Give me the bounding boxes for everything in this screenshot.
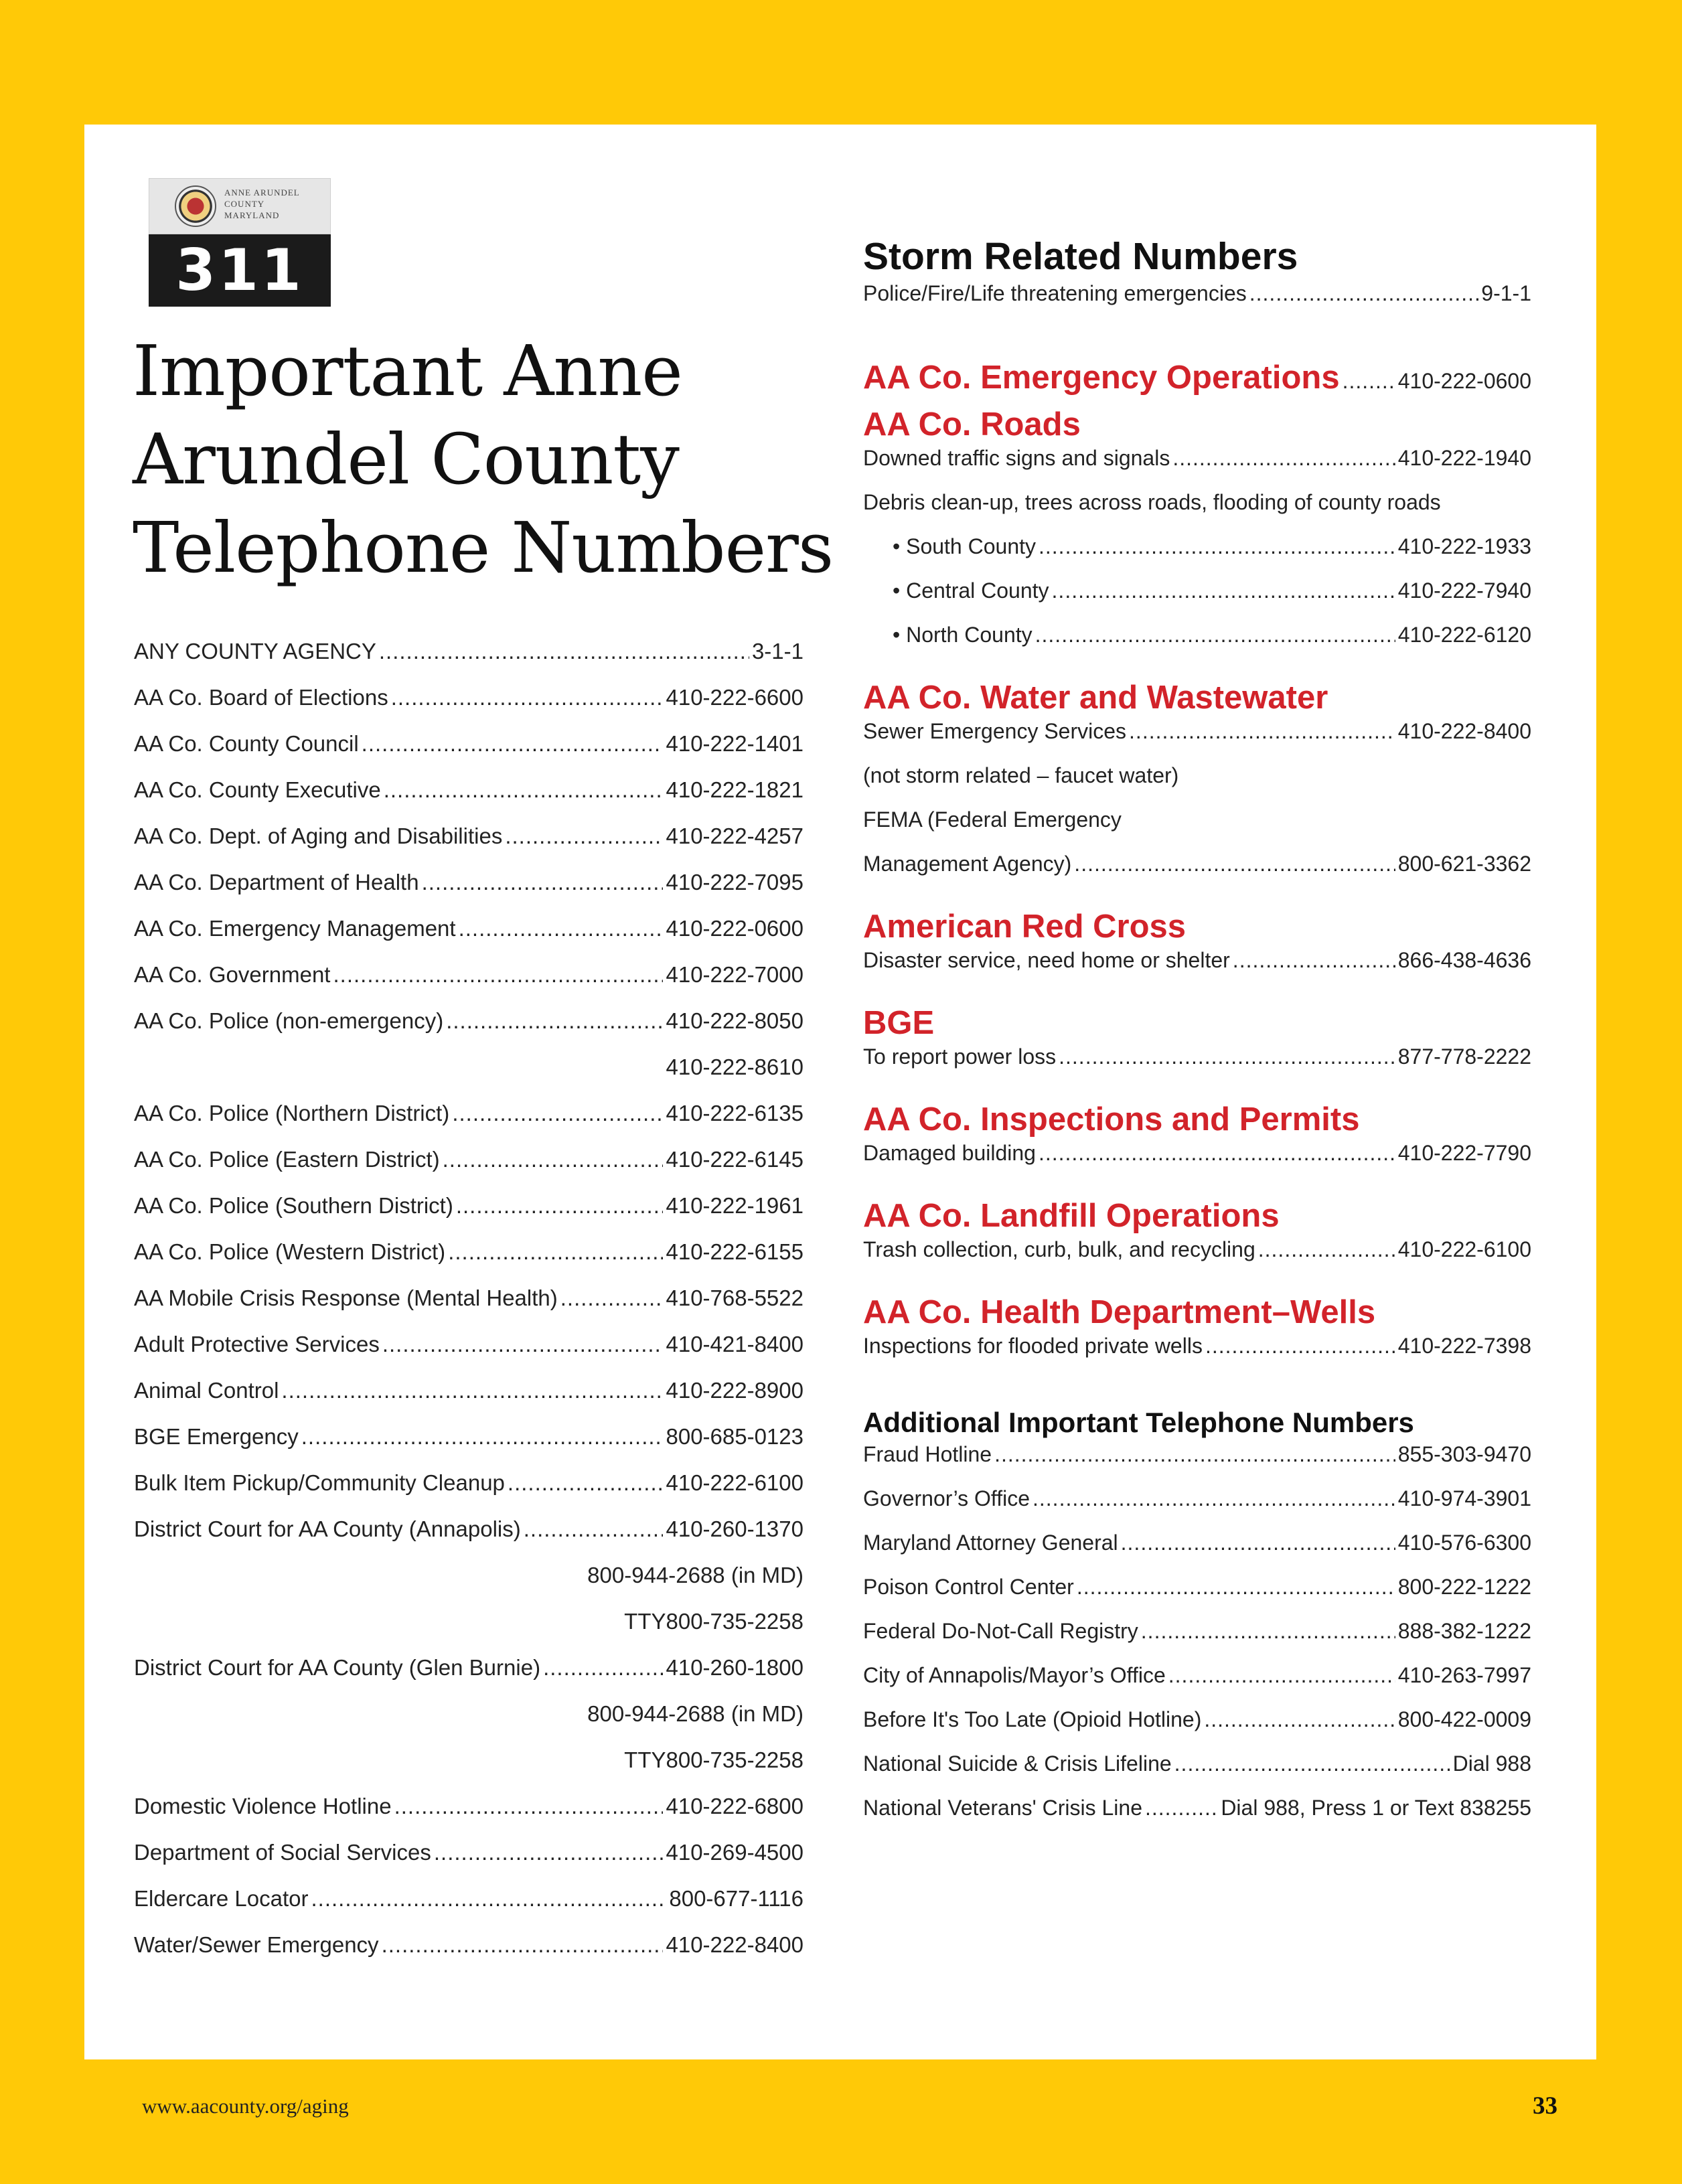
footer-url[interactable]: www.aacounty.org/aging bbox=[142, 2094, 349, 2118]
logo-header bbox=[149, 178, 331, 234]
item-label: Eldercare Locator bbox=[134, 1886, 309, 1911]
item-label: AA Co. Police (Western District) bbox=[134, 1239, 446, 1264]
phone-number[interactable]: 800-422-0009 bbox=[1397, 1707, 1531, 1731]
phone-number[interactable]: TTY800-735-2258 bbox=[624, 1609, 804, 1634]
leader-dots bbox=[443, 1147, 664, 1172]
leader-dots bbox=[456, 1193, 664, 1219]
leader-dots bbox=[543, 1655, 663, 1681]
item-label: Police/Fire/Life threatening emergencies bbox=[863, 281, 1247, 305]
leader-dots bbox=[1233, 948, 1395, 973]
item-label: AA Co. Police (non-emergency) bbox=[134, 1008, 444, 1033]
phone-number[interactable]: 410-222-7790 bbox=[1397, 1141, 1531, 1165]
leader-dots bbox=[1035, 623, 1395, 647]
additional-numbers-list bbox=[863, 1442, 1531, 1840]
list-item bbox=[134, 916, 804, 962]
list-item bbox=[134, 1424, 804, 1470]
list-item bbox=[134, 1055, 804, 1101]
leader-dots bbox=[362, 731, 664, 757]
item-label: Federal Do-Not-Call Registry bbox=[863, 1619, 1138, 1643]
fema-text bbox=[863, 807, 1531, 852]
list-item bbox=[863, 1575, 1531, 1619]
phone-number[interactable]: 410-576-6300 bbox=[1397, 1531, 1531, 1555]
item-label: AA Co. Government bbox=[134, 962, 331, 987]
phone-number[interactable]: 410-222-6135 bbox=[666, 1101, 804, 1125]
list-item bbox=[134, 731, 804, 777]
item-label: Debris clean-up, trees across roads, flooding of county roads bbox=[863, 490, 1441, 514]
list-item bbox=[863, 534, 1531, 578]
leader-dots bbox=[1141, 1619, 1395, 1644]
note-text bbox=[863, 763, 1531, 807]
phone-number[interactable]: 410-222-6800 bbox=[666, 1794, 804, 1818]
list-item bbox=[863, 281, 1531, 325]
leader-dots bbox=[382, 1932, 664, 1958]
section-heading: AA Co. Emergency Operations bbox=[863, 360, 1340, 396]
item-label: Domestic Violence Hotline bbox=[134, 1794, 392, 1818]
item-label: AA Co. Board of Elections bbox=[134, 685, 388, 710]
item-label: Department of Social Services bbox=[134, 1840, 431, 1865]
item-label: AA Co. Police (Northern District) bbox=[134, 1101, 450, 1125]
list-item bbox=[134, 1563, 804, 1609]
list-item bbox=[863, 1619, 1531, 1663]
page-number: 33 bbox=[1533, 2092, 1557, 2120]
list-item bbox=[134, 1794, 804, 1840]
phone-number[interactable]: 410-768-5522 bbox=[666, 1285, 804, 1310]
additional-heading: Additional Important Telephone Numbers bbox=[863, 1407, 1414, 1438]
item-label: BGE Emergency bbox=[134, 1424, 299, 1449]
phone-number[interactable]: 410-222-8400 bbox=[666, 1932, 804, 1957]
list-item bbox=[134, 1840, 804, 1886]
leader-dots bbox=[448, 1239, 663, 1265]
phone-number[interactable]: 410-260-1800 bbox=[666, 1655, 804, 1680]
phone-number[interactable]: 410-222-0600 bbox=[1397, 369, 1531, 393]
leader-dots bbox=[1052, 578, 1395, 603]
leader-dots bbox=[1039, 534, 1395, 559]
phone-number[interactable]: 410-222-1401 bbox=[666, 731, 804, 756]
list-item bbox=[863, 623, 1531, 667]
item-label: Downed traffic signs and signals bbox=[863, 446, 1170, 470]
list-item bbox=[134, 1332, 804, 1378]
phone-number[interactable]: 410-222-6100 bbox=[1397, 1237, 1531, 1261]
list-item bbox=[134, 1701, 804, 1747]
phone-number[interactable]: 410-222-7940 bbox=[1397, 578, 1531, 603]
leader-dots bbox=[1145, 1796, 1218, 1820]
leader-dots bbox=[1121, 1531, 1395, 1555]
list-item bbox=[134, 1378, 804, 1424]
item-label: AA Mobile Crisis Response (Mental Health) bbox=[134, 1285, 558, 1310]
phone-number[interactable]: 410-974-3901 bbox=[1397, 1486, 1531, 1510]
phone-number[interactable]: 800-685-0123 bbox=[666, 1424, 804, 1449]
item-label: Water/Sewer Emergency bbox=[134, 1932, 379, 1957]
leader-dots bbox=[994, 1442, 1395, 1467]
list-item bbox=[863, 1141, 1531, 1185]
item-label: ANY COUNTY AGENCY bbox=[134, 639, 376, 664]
item-label: Management Agency) bbox=[863, 852, 1072, 876]
item-label: Inspections for flooded private wells bbox=[863, 1334, 1203, 1358]
logo-text-line: MARYLAND bbox=[224, 210, 280, 220]
emergency-operations-row bbox=[863, 359, 1531, 403]
county-numbers-list bbox=[134, 639, 804, 1978]
list-item bbox=[134, 639, 804, 685]
list-item bbox=[863, 1237, 1531, 1281]
item-label: District Court for AA County (Glen Burnie) bbox=[134, 1655, 541, 1680]
item-label: National Veterans' Crisis Line bbox=[863, 1796, 1142, 1820]
phone-number[interactable]: TTY800-735-2258 bbox=[624, 1747, 804, 1772]
leader-dots bbox=[1077, 1575, 1395, 1600]
list-item bbox=[134, 1147, 804, 1193]
inspections-heading: AA Co. Inspections and Permits bbox=[863, 1101, 1360, 1138]
list-item bbox=[863, 1044, 1531, 1089]
item-label: Fraud Hotline bbox=[863, 1442, 992, 1466]
logo-311: 311 bbox=[149, 234, 331, 307]
phone-number[interactable]: 410-222-6155 bbox=[666, 1239, 804, 1264]
phone-number[interactable]: 9-1-1 bbox=[1481, 281, 1531, 305]
leader-dots bbox=[524, 1516, 664, 1542]
phone-number[interactable]: 410-222-6145 bbox=[666, 1147, 804, 1172]
item-label: District Court for AA County (Annapolis) bbox=[134, 1516, 521, 1541]
item-label: • North County bbox=[893, 623, 1033, 647]
item-label: Adult Protective Services bbox=[134, 1332, 380, 1356]
leader-dots bbox=[311, 1886, 666, 1912]
phone-number[interactable]: 410-222-7095 bbox=[666, 870, 804, 894]
item-label: (not storm related – faucet water) bbox=[863, 763, 1179, 787]
list-item bbox=[134, 685, 804, 731]
leader-dots bbox=[301, 1424, 664, 1450]
phone-number[interactable]: 877-778-2222 bbox=[1397, 1044, 1531, 1069]
leader-dots bbox=[1205, 1334, 1395, 1358]
wells-heading: AA Co. Health Department–Wells bbox=[863, 1294, 1376, 1330]
phone-number[interactable]: 800-621-3362 bbox=[1397, 852, 1531, 876]
item-label: Maryland Attorney General bbox=[863, 1531, 1118, 1555]
list-item bbox=[134, 1193, 804, 1239]
phone-number[interactable]: 800-944-2688 (in MD) bbox=[587, 1563, 804, 1587]
list-item bbox=[134, 1932, 804, 1978]
list-item bbox=[863, 1796, 1531, 1840]
item-label: FEMA (Federal Emergency bbox=[863, 807, 1122, 832]
leader-dots bbox=[1033, 1486, 1395, 1511]
item-label: AA Co. County Council bbox=[134, 731, 359, 756]
right-column bbox=[863, 232, 1531, 1840]
leader-dots bbox=[1249, 281, 1479, 306]
item-label: Damaged building bbox=[863, 1141, 1036, 1165]
item-label: Before It's Too Late (Opioid Hotline) bbox=[863, 1707, 1202, 1731]
leader-dots bbox=[384, 777, 664, 803]
list-item bbox=[863, 719, 1531, 763]
leader-dots bbox=[1039, 1141, 1395, 1166]
item-label: Animal Control bbox=[134, 1378, 279, 1403]
list-item bbox=[863, 1707, 1531, 1751]
storm-heading: Storm Related Numbers bbox=[863, 235, 1298, 278]
list-item bbox=[863, 1442, 1531, 1486]
phone-number[interactable]: 410-222-1933 bbox=[1397, 534, 1531, 558]
item-label: AA Co. County Executive bbox=[134, 777, 381, 802]
item-label: AA Co. Police (Southern District) bbox=[134, 1193, 453, 1218]
roads-heading: AA Co. Roads bbox=[863, 406, 1081, 443]
phone-number[interactable]: 410-222-8400 bbox=[1397, 719, 1531, 743]
content-panel bbox=[84, 125, 1596, 2059]
list-item bbox=[134, 1239, 804, 1285]
county-seal-icon bbox=[175, 185, 216, 227]
item-label: AA Co. Department of Health bbox=[134, 870, 419, 894]
item-label: To report power loss bbox=[863, 1044, 1057, 1069]
phone-number[interactable]: 410-222-4257 bbox=[666, 824, 804, 848]
phone-number[interactable]: 410-222-6100 bbox=[666, 1470, 804, 1495]
phone-number[interactable]: 410-263-7997 bbox=[1397, 1663, 1531, 1687]
phone-number[interactable]: 410-222-8610 bbox=[666, 1055, 804, 1079]
leader-dots bbox=[394, 1794, 664, 1819]
phone-number[interactable]: 410-269-4500 bbox=[666, 1840, 804, 1865]
leader-dots bbox=[434, 1840, 664, 1865]
phone-number[interactable]: 410-222-1940 bbox=[1397, 446, 1531, 470]
list-item bbox=[134, 1747, 804, 1794]
item-label: Poison Control Center bbox=[863, 1575, 1074, 1599]
item-label: Bulk Item Pickup/Community Cleanup bbox=[134, 1470, 505, 1495]
water-heading: AA Co. Water and Wastewater bbox=[863, 680, 1328, 716]
list-item bbox=[863, 852, 1531, 896]
leader-dots bbox=[382, 1332, 664, 1357]
leader-dots bbox=[1129, 719, 1395, 744]
item-label: National Suicide & Crisis Lifeline bbox=[863, 1751, 1172, 1776]
item-label: Governor’s Office bbox=[863, 1486, 1030, 1510]
list-item bbox=[863, 1663, 1531, 1707]
landfill-heading: AA Co. Landfill Operations bbox=[863, 1198, 1280, 1234]
phone-number[interactable]: 410-222-1821 bbox=[666, 777, 804, 802]
phone-number[interactable]: 800-944-2688 (in MD) bbox=[587, 1701, 804, 1726]
list-item bbox=[134, 962, 804, 1008]
list-item bbox=[134, 1470, 804, 1516]
item-label: • Central County bbox=[893, 578, 1049, 603]
phone-number[interactable]: 410-222-0600 bbox=[666, 916, 804, 941]
item-label: Trash collection, curb, bulk, and recycling bbox=[863, 1237, 1255, 1261]
leader-dots bbox=[1168, 1663, 1395, 1688]
list-item bbox=[863, 1334, 1531, 1378]
leader-dots bbox=[560, 1285, 664, 1311]
leader-dots bbox=[422, 870, 664, 895]
item-label: City of Annapolis/Mayor’s Office bbox=[863, 1663, 1166, 1687]
item-label: AA Co. Police (Eastern District) bbox=[134, 1147, 440, 1172]
list-item bbox=[863, 948, 1531, 992]
leader-dots bbox=[281, 1378, 663, 1403]
phone-number[interactable]: 410-222-8050 bbox=[666, 1008, 804, 1033]
list-item bbox=[134, 870, 804, 916]
phone-number[interactable]: 888-382-1222 bbox=[1397, 1619, 1531, 1643]
leader-dots bbox=[1059, 1044, 1395, 1069]
logo-text bbox=[224, 187, 300, 221]
list-item bbox=[134, 1609, 804, 1655]
item-label: • South County bbox=[893, 534, 1036, 558]
logo-text-line: ANNE ARUNDEL bbox=[224, 187, 300, 198]
leader-dots bbox=[1258, 1237, 1395, 1262]
list-item bbox=[863, 446, 1531, 490]
phone-number[interactable]: 410-421-8400 bbox=[666, 1332, 804, 1356]
bge-heading: BGE bbox=[863, 1005, 935, 1041]
item-label: AA Co. Dept. of Aging and Disabilities bbox=[134, 824, 503, 848]
phone-number[interactable]: 410-222-7398 bbox=[1397, 1334, 1531, 1358]
phone-number[interactable]: 410-222-7000 bbox=[666, 962, 804, 987]
leader-dots bbox=[446, 1008, 663, 1034]
list-item bbox=[134, 1008, 804, 1055]
logo-text-line: COUNTY bbox=[224, 199, 265, 209]
phone-number[interactable]: 855-303-9470 bbox=[1397, 1442, 1531, 1466]
phone-number[interactable]: 410-260-1370 bbox=[666, 1516, 804, 1541]
leader-dots bbox=[1174, 1751, 1450, 1776]
phone-number[interactable]: 410-222-6600 bbox=[666, 685, 804, 710]
phone-number[interactable]: 800-222-1222 bbox=[1397, 1575, 1531, 1599]
leader-dots bbox=[379, 639, 749, 664]
list-item bbox=[863, 1486, 1531, 1531]
leader-dots bbox=[1343, 369, 1395, 394]
list-item bbox=[134, 1655, 804, 1701]
red-cross-heading: American Red Cross bbox=[863, 909, 1187, 945]
leader-dots bbox=[459, 916, 664, 941]
phone-number[interactable]: 410-222-8900 bbox=[666, 1378, 804, 1403]
list-item bbox=[863, 1751, 1531, 1796]
leader-dots bbox=[1172, 446, 1395, 471]
leader-dots bbox=[391, 685, 664, 710]
leader-dots bbox=[508, 1470, 664, 1496]
phone-number[interactable]: Dial 988 bbox=[1452, 1751, 1531, 1776]
leader-dots bbox=[452, 1101, 663, 1126]
page-title: Important Anne Arundel County Telephone Numbers bbox=[133, 330, 834, 589]
leader-dots bbox=[1074, 852, 1395, 876]
list-item bbox=[134, 824, 804, 870]
phone-number[interactable]: 866-438-4636 bbox=[1397, 948, 1531, 972]
county-311-logo bbox=[149, 178, 331, 305]
item-label: Sewer Emergency Services bbox=[863, 719, 1127, 743]
list-item bbox=[863, 578, 1531, 623]
list-item bbox=[134, 777, 804, 824]
phone-number[interactable]: 800-677-1116 bbox=[669, 1886, 804, 1911]
phone-number[interactable]: 410-222-1961 bbox=[666, 1193, 804, 1218]
list-item bbox=[863, 1531, 1531, 1575]
list-item bbox=[134, 1886, 804, 1932]
item-label: AA Co. Emergency Management bbox=[134, 916, 456, 941]
list-item bbox=[134, 1285, 804, 1332]
leader-dots bbox=[333, 962, 663, 988]
phone-number[interactable]: 410-222-6120 bbox=[1397, 623, 1531, 647]
phone-number[interactable]: 3-1-1 bbox=[751, 639, 804, 664]
list-item bbox=[134, 1101, 804, 1147]
debris-text bbox=[863, 490, 1531, 534]
leader-dots bbox=[1204, 1707, 1395, 1732]
item-label: Disaster service, need home or shelter bbox=[863, 948, 1230, 972]
phone-number[interactable]: Dial 988, Press 1 or Text 838255 bbox=[1221, 1796, 1531, 1820]
leader-dots bbox=[505, 824, 663, 849]
list-item bbox=[134, 1516, 804, 1563]
